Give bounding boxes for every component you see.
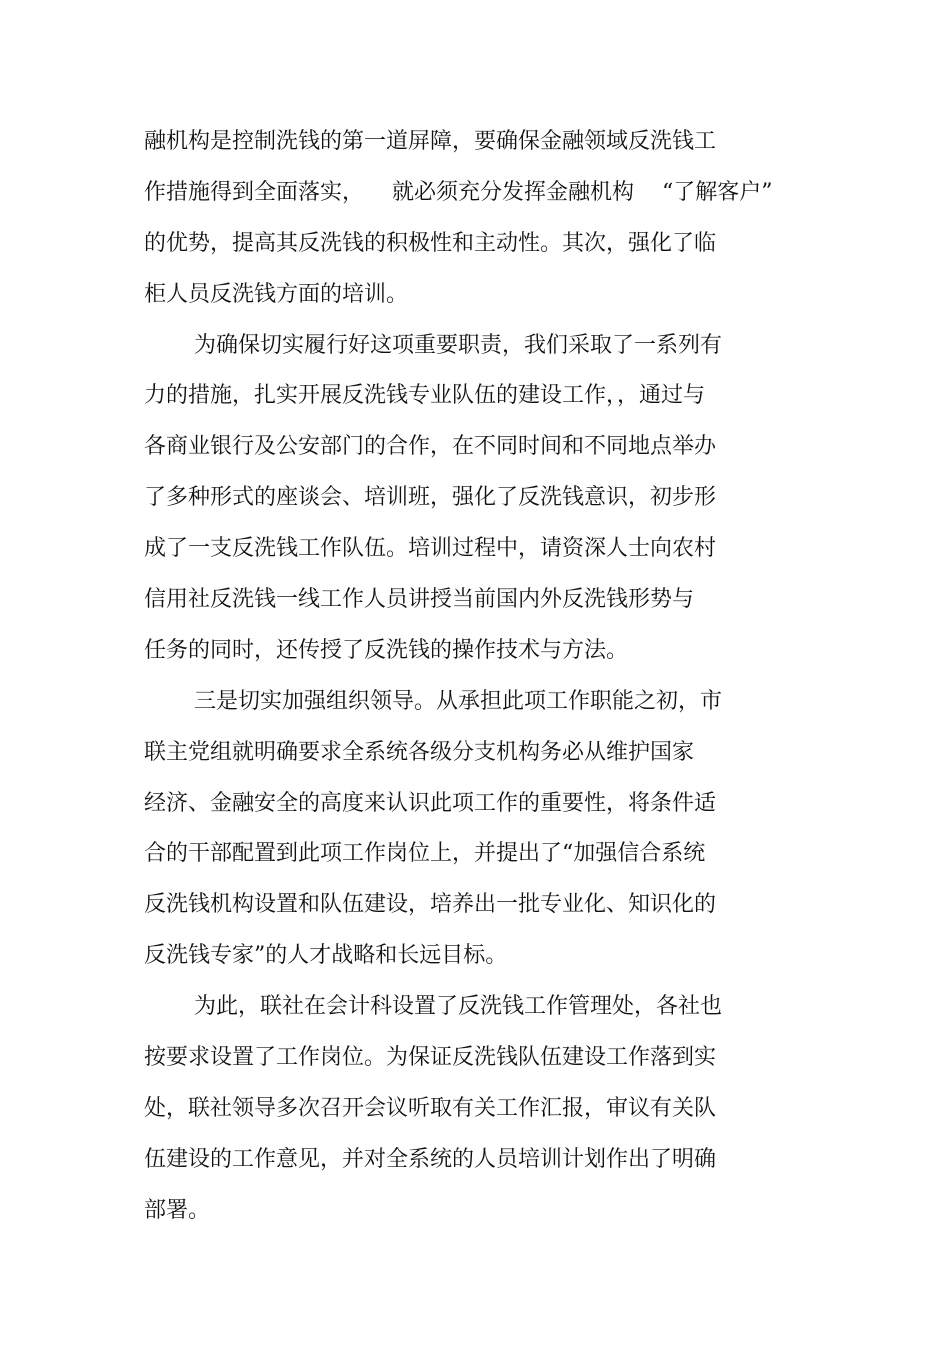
text-line: 合的干部配置到此项工作岗位上，并提出了“加强信合系统 xyxy=(144,841,706,867)
text-line: 信用社反洗钱一线工作人员讲授当前国内外反洗钱形势与 xyxy=(144,587,695,613)
text-line: 处，联社领导多次召开会议听取有关工作汇报，审议有关队 xyxy=(144,1095,717,1121)
text-line: 的优势，提高其反洗钱的积极性和主动性。其次，强化了临 xyxy=(144,230,717,256)
text-line: 融机构是控制洗钱的第一道屏障，要确保金融领域反洗钱工 xyxy=(144,129,717,154)
paragraph-first-line: 为确保切实履行好这项重要职责，我们采取了一系列有 xyxy=(194,332,723,358)
text-line: 部署。 xyxy=(144,1197,211,1223)
text-line: 作措施得到全面落实， 就必须充分发挥金融机构 “了解客户” xyxy=(144,179,773,205)
text-line: 反洗钱机构设置和队伍建设，培养出一批专业化、知识化的 xyxy=(144,892,717,918)
text-line: 联主党组就明确要求全系统各级分支机构务必从维护国家 xyxy=(144,739,695,765)
text-line: 任务的同时，还传授了反洗钱的操作技术与方法。 xyxy=(144,637,629,663)
text-line: 反洗钱专家”的人才战略和长远目标。 xyxy=(144,943,508,969)
text-line: 了多种形式的座谈会、培训班，强化了反洗钱意识，初步形 xyxy=(144,485,717,511)
text-line: 经济、金融安全的高度来认识此项工作的重要性，将条件适 xyxy=(144,790,717,816)
text-line: 各商业银行及公安部门的合作，在不同时间和不同地点举办 xyxy=(144,434,717,460)
text-line: 成了一支反洗钱工作队伍。培训过程中，请资深人士向农村 xyxy=(144,536,717,562)
text-line: 力的措施，扎实开展反洗钱专业队伍的建设工作，，通过与 xyxy=(144,383,706,409)
body-text xyxy=(144,122,824,1242)
text-line: 按要求设置了工作岗位。为保证反洗钱队伍建设工作落到实 xyxy=(144,1045,717,1071)
paragraph-first-line: 为此，联社在会计科设置了反洗钱工作管理处，各社也 xyxy=(194,994,723,1020)
paragraph-first-line: 三是切实加强组织领导。从承担此项工作职能之初，市 xyxy=(194,688,723,714)
text-line: 伍建设的工作意见，并对全系统的人员培训计划作出了明确 xyxy=(144,1146,717,1172)
text-line: 柜人员反洗钱方面的培训。 xyxy=(144,281,409,307)
